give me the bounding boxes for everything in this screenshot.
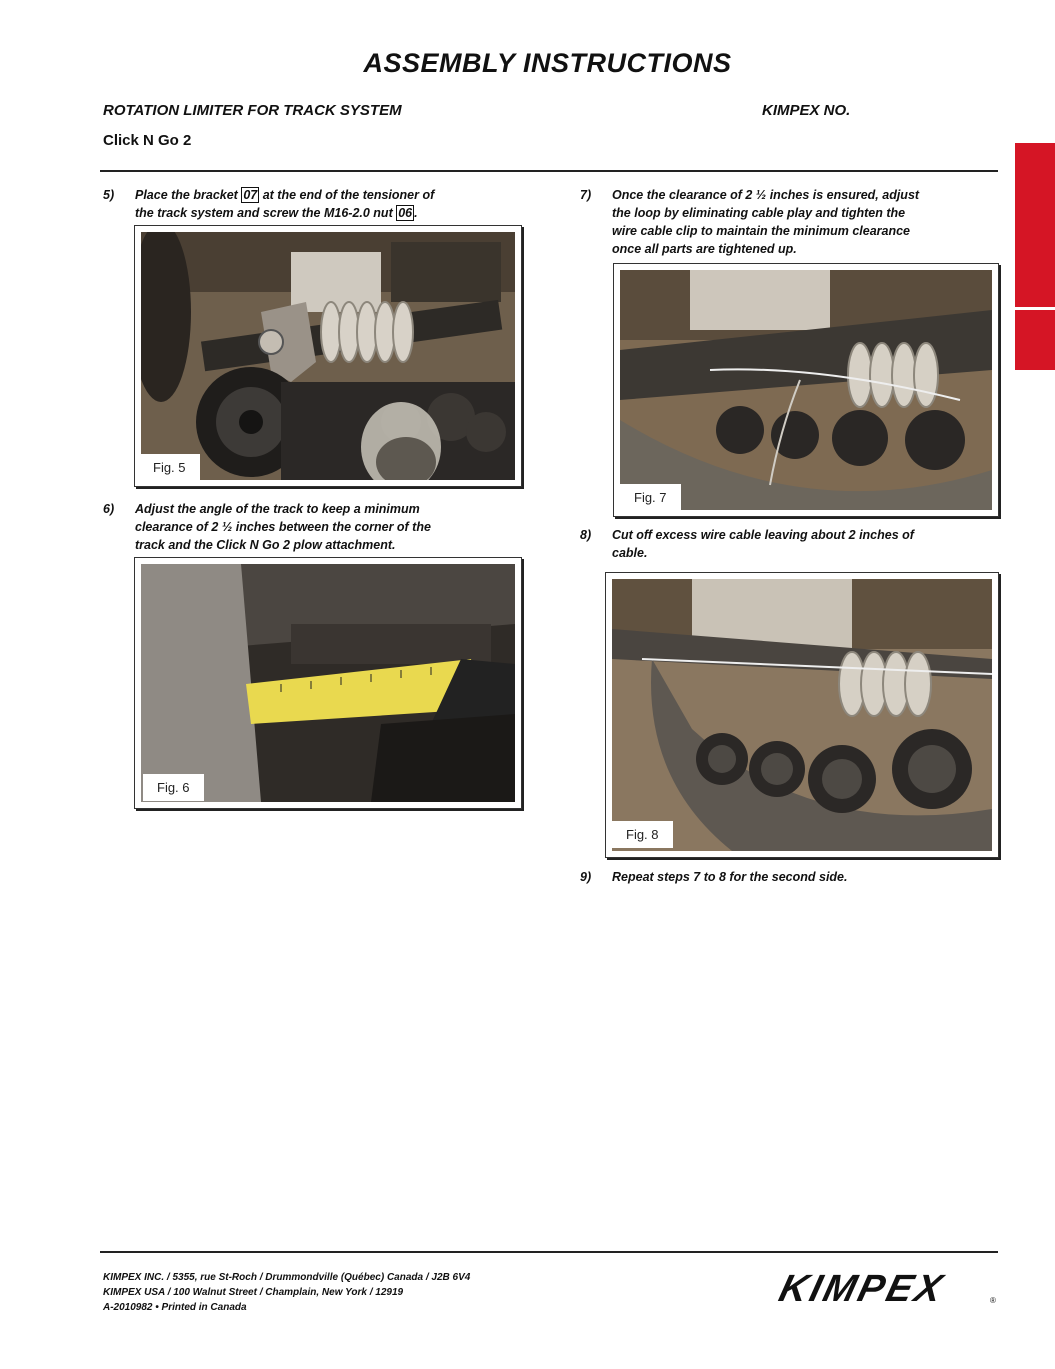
step-text: the track system and screw the M16-2.0 nut bbox=[135, 206, 393, 220]
footer-address-canada: KIMPEX INC. / 5355, rue St-Roch / Drummondville (Québec) Canada / J2B 6V4 bbox=[103, 1272, 471, 1283]
side-tab-lower bbox=[1015, 310, 1055, 370]
step-text: Place the bracket bbox=[135, 188, 238, 202]
step-number: 7) bbox=[580, 188, 592, 202]
step-8 bbox=[580, 526, 1000, 564]
step-5 bbox=[103, 186, 523, 226]
product-name: Click N Go 2 bbox=[103, 132, 192, 149]
step-text: Adjust the angle of the track to keep a minimum bbox=[135, 502, 420, 516]
cut-cable-image bbox=[612, 579, 992, 851]
step-number: 9) bbox=[580, 870, 592, 884]
step-number: 6) bbox=[103, 502, 115, 516]
document-subtitle: ROTATION LIMITER FOR TRACK SYSTEM bbox=[103, 102, 402, 119]
step-6 bbox=[103, 500, 523, 556]
step-text: cable. bbox=[612, 546, 648, 560]
step-number: 8) bbox=[580, 528, 592, 542]
page-title: ASSEMBLY INSTRUCTIONS bbox=[363, 48, 732, 78]
step-text: clearance of 2 ½ inches between the corner of the bbox=[135, 520, 431, 534]
figure-8-photo bbox=[605, 572, 999, 858]
figure-label: Fig. 5 bbox=[139, 454, 200, 481]
part-number-box: 06 bbox=[398, 206, 413, 220]
footer-divider bbox=[100, 1251, 998, 1253]
registered-mark: ® bbox=[990, 1296, 996, 1305]
figure-6-photo bbox=[134, 557, 522, 809]
step-7 bbox=[580, 186, 1000, 262]
figure-label: Fig. 6 bbox=[143, 774, 204, 801]
track-tensioner-image bbox=[141, 232, 515, 480]
figure-5-photo bbox=[134, 225, 522, 487]
step-text: Once the clearance of 2 ½ inches is ensured, adjust bbox=[612, 188, 920, 202]
kimpex-logo: KIMPEX bbox=[774, 1268, 950, 1310]
step-number: 5) bbox=[103, 188, 115, 202]
footer-doc-code: A-2010982 • Printed in Canada bbox=[103, 1302, 247, 1313]
step-text: wire cable clip to maintain the minimum clearance bbox=[612, 224, 911, 238]
cable-adjustment-image bbox=[620, 270, 992, 510]
figure-label: Fig. 7 bbox=[620, 484, 681, 511]
part-number-box: 07 bbox=[243, 188, 258, 202]
side-tab-upper bbox=[1015, 143, 1055, 307]
measuring-tape-image bbox=[141, 564, 515, 802]
figure-label: Fig. 8 bbox=[612, 821, 673, 848]
step-9 bbox=[580, 868, 1000, 888]
step-text: . bbox=[414, 206, 418, 220]
step-text: track and the Click N Go 2 plow attachment. bbox=[135, 538, 396, 552]
step-text: at the end of the tensioner of bbox=[262, 188, 435, 202]
step-text: the loop by eliminating cable play and tighten the bbox=[612, 206, 906, 220]
footer-address-usa: KIMPEX USA / 100 Walnut Street / Champlain, New York / 12919 bbox=[103, 1287, 404, 1298]
header-divider bbox=[100, 170, 998, 172]
step-text: Repeat steps 7 to 8 for the second side. bbox=[612, 870, 848, 884]
figure-7-photo bbox=[613, 263, 999, 517]
step-text: Cut off excess wire cable leaving about 2 inches of bbox=[612, 528, 914, 542]
step-text: once all parts are tightened up. bbox=[612, 242, 797, 256]
kimpex-number-label: KIMPEX NO. bbox=[762, 102, 851, 119]
